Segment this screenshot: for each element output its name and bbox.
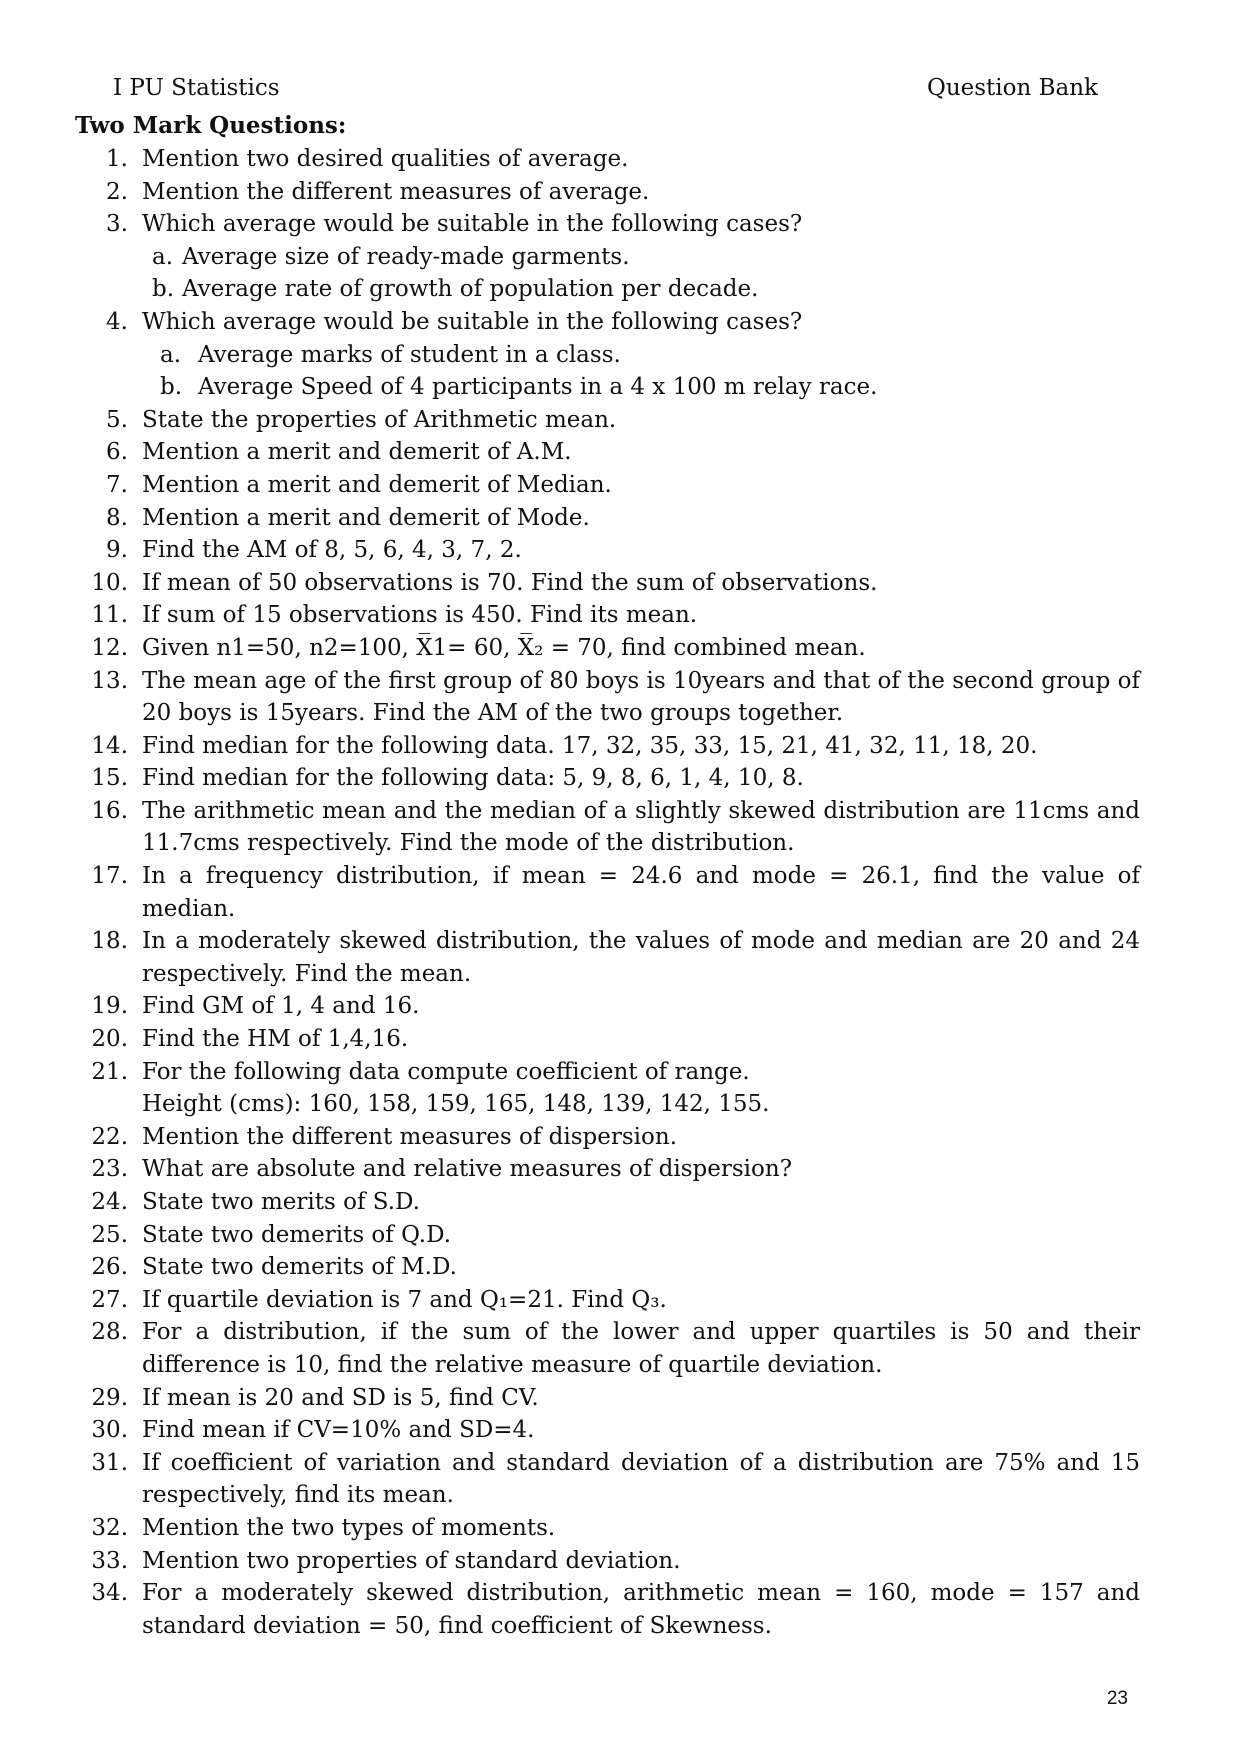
question-number: 4. (106, 308, 128, 335)
question-text: The mean age of the first group of 80 boys is 10years and that of the second group of 20 boys is 15years. Find the AM of the two groups together. (142, 667, 1140, 727)
question-item (70, 1056, 1140, 1121)
question-number: 13. (91, 667, 128, 694)
question-text: If sum of 15 observations is 450. Find its mean. (142, 602, 698, 629)
question-item (70, 665, 1140, 730)
question-text: If coefficient of variation and standard deviation of a distribution are 75% and 15 respectively, find its mean. (142, 1449, 1140, 1509)
sub-question-letter: a. (160, 341, 182, 368)
question-body (142, 1414, 1140, 1447)
question-text: Mention the different measures of average. (142, 178, 650, 205)
page-header (113, 72, 1098, 104)
question-item (70, 1545, 1140, 1578)
question-text: The arithmetic mean and the median of a slightly skewed distribution are 11cms and 11.7cms respectively. Find the mode of the distribution. (142, 797, 1140, 857)
question-number: 7. (106, 471, 128, 498)
question-text: Which average would be suitable in the following cases? (142, 211, 803, 238)
question-text: Mention two properties of standard deviation. (142, 1547, 681, 1574)
question-number: 27. (91, 1286, 128, 1313)
header-subject: I PU Statistics (113, 75, 280, 101)
question-body (142, 404, 1140, 437)
question-item (70, 1284, 1140, 1317)
question-item (70, 632, 1140, 665)
question-body (142, 436, 1140, 469)
question-text: In a moderately skewed distribution, the values of mode and median are 20 and 24 respectively. Find the mean. (142, 928, 1140, 987)
question-item (70, 1382, 1140, 1415)
sub-question-letter: b. (160, 374, 183, 401)
question-item (70, 860, 1140, 925)
question-text: If quartile deviation is 7 and Q₁=21. Find Q₃. (142, 1286, 667, 1313)
question-body (142, 208, 1140, 241)
question-number: 25. (91, 1221, 128, 1248)
question-body (142, 1316, 1140, 1381)
question-item (70, 1414, 1140, 1447)
question-text: State two demerits of M.D. (142, 1254, 457, 1281)
question-body (142, 1219, 1140, 1252)
question-item (70, 404, 1140, 437)
question-number: 34. (91, 1580, 128, 1607)
question-text: Find GM of 1, 4 and 16. (142, 993, 420, 1020)
question-item (70, 1512, 1140, 1545)
question-text: Find the AM of 8, 5, 6, 4, 3, 7, 2. (142, 537, 522, 564)
question-item (70, 176, 1140, 209)
question-text: Mention a merit and demerit of A.M. (142, 439, 572, 466)
question-text: Find mean if CV=10% and SD=4. (142, 1417, 535, 1444)
question-number: 29. (91, 1384, 128, 1411)
question-body (142, 567, 1140, 600)
page-number: 23 (1106, 1688, 1128, 1709)
question-body (142, 632, 1140, 665)
question-body (142, 502, 1140, 535)
question-body (142, 990, 1140, 1023)
question-body (142, 1382, 1140, 1415)
question-item (70, 1023, 1140, 1056)
section-title: Two Mark Questions: (75, 112, 347, 139)
question-text: For the following data compute coefficient of range. (142, 1058, 750, 1085)
question-number: 16. (91, 797, 128, 824)
question-body (142, 599, 1140, 632)
question-number: 22. (91, 1123, 128, 1150)
sub-question (70, 273, 1140, 306)
question-text: Mention a merit and demerit of Median. (142, 471, 612, 498)
question-body (142, 534, 1140, 567)
question-item (70, 599, 1140, 632)
sub-question-text: Average marks of student in a class. (198, 341, 621, 368)
question-body (142, 1056, 1140, 1121)
question-body (142, 1153, 1140, 1186)
question-text: If mean of 50 observations is 70. Find the sum of observations. (142, 569, 878, 596)
question-number: 20. (91, 1026, 128, 1053)
question-item (70, 762, 1140, 795)
question-item (70, 795, 1140, 860)
question-body (142, 762, 1140, 795)
question-number: 3. (106, 211, 128, 238)
question-body (142, 306, 1140, 339)
question-body (142, 730, 1140, 763)
question-number: 1. (106, 146, 128, 172)
question-text: Mention two desired qualities of average. (142, 146, 629, 172)
sub-question (70, 371, 1140, 404)
question-body (142, 795, 1140, 860)
sub-question-text: Average Speed of 4 participants in a 4 x 100 m relay race. (198, 374, 878, 401)
question-number: 5. (106, 406, 128, 433)
question-number: 23. (91, 1156, 128, 1183)
question-number: 6. (106, 439, 128, 466)
question-number: 15. (91, 765, 128, 792)
question-text: What are absolute and relative measures of dispersion? (142, 1156, 793, 1183)
question-number: 9. (106, 537, 128, 564)
sub-question (70, 339, 1140, 372)
question-body (142, 1577, 1140, 1642)
question-text-line2: Height (cms): 160, 158, 159, 165, 148, 139, 142, 155. (142, 1091, 770, 1118)
question-item (70, 1577, 1140, 1642)
question-item (70, 1251, 1140, 1284)
question-text: Find median for the following data. 17, 32, 35, 33, 15, 21, 41, 32, 11, 18, 20. (142, 732, 1038, 759)
question-item (70, 1153, 1140, 1186)
question-item (70, 1316, 1140, 1381)
question-item (70, 925, 1140, 990)
question-number: 8. (106, 504, 128, 531)
question-item (70, 436, 1140, 469)
question-number: 28. (91, 1319, 128, 1346)
question-item (70, 306, 1140, 339)
question-number: 26. (91, 1254, 128, 1281)
question-body (142, 1545, 1140, 1578)
question-body (142, 469, 1140, 502)
question-text: Which average would be suitable in the following cases? (142, 308, 803, 335)
sub-question (70, 241, 1140, 274)
question-item (70, 1447, 1140, 1512)
question-text: Find the HM of 1,4,16. (142, 1026, 409, 1053)
question-text: Given n1=50, n2=100, X̅1= 60, X̅₂ = 70, find combined mean. (142, 634, 866, 661)
question-body (142, 665, 1140, 730)
question-text: State two merits of S.D. (142, 1189, 420, 1215)
question-text: For a moderately skewed distribution, arithmetic mean = 160, mode = 157 and standard deviation = 50, find coefficient of Skewness. (142, 1580, 1140, 1639)
question-item (70, 502, 1140, 535)
question-item (70, 1219, 1140, 1252)
question-text: State two demerits of Q.D. (142, 1221, 452, 1248)
question-number: 17. (91, 863, 128, 890)
sub-question-letter: b. (152, 276, 175, 303)
question-body (142, 860, 1140, 925)
question-body (142, 1186, 1140, 1219)
question-text: Mention the two types of moments. (142, 1514, 556, 1541)
question-number: 19. (91, 993, 128, 1020)
question-body (142, 1023, 1140, 1056)
question-list (70, 143, 1140, 1642)
question-text: For a distribution, if the sum of the lower and upper quartiles is 50 and their difference is 10, find the relative measure of quartile deviation. (142, 1319, 1140, 1378)
question-item (70, 208, 1140, 241)
question-text: In a frequency distribution, if mean = 24.6 and mode = 26.1, find the value of median. (142, 863, 1140, 922)
question-text: Mention the different measures of dispersion. (142, 1123, 678, 1150)
question-body (142, 143, 1140, 176)
question-body (142, 176, 1140, 209)
question-item (70, 990, 1140, 1023)
sub-question-text: Average size of ready-made garments. (182, 243, 630, 270)
question-number: 2. (106, 178, 128, 205)
question-number: 14. (91, 732, 128, 759)
question-body (142, 1284, 1140, 1317)
question-number: 31. (91, 1449, 128, 1476)
sub-question-text: Average rate of growth of population per decade. (182, 276, 759, 303)
question-number: 11. (91, 602, 128, 629)
question-number: 10. (91, 569, 128, 596)
question-number: 18. (91, 928, 128, 955)
question-text: Mention a merit and demerit of Mode. (142, 504, 590, 531)
question-body (142, 1512, 1140, 1545)
question-item (70, 567, 1140, 600)
question-number: 24. (91, 1189, 128, 1215)
question-number: 30. (91, 1417, 128, 1444)
question-text: If mean is 20 and SD is 5, find CV. (142, 1384, 539, 1411)
header-title: Question Bank (926, 75, 1098, 101)
question-number: 32. (91, 1514, 128, 1541)
question-body (142, 1447, 1140, 1512)
question-text: State the properties of Arithmetic mean. (142, 406, 617, 433)
question-number: 12. (91, 634, 128, 661)
question-item (70, 730, 1140, 763)
question-body (142, 925, 1140, 990)
question-number: 33. (91, 1547, 128, 1574)
question-item (70, 534, 1140, 567)
sub-question-letter: a. (152, 243, 174, 270)
question-item (70, 143, 1140, 176)
question-body (142, 1121, 1140, 1154)
question-item (70, 1186, 1140, 1219)
question-body (142, 1251, 1140, 1284)
question-number: 21. (91, 1058, 128, 1085)
question-item (70, 1121, 1140, 1154)
question-item (70, 469, 1140, 502)
question-text: Find median for the following data: 5, 9, 8, 6, 1, 4, 10, 8. (142, 765, 804, 792)
